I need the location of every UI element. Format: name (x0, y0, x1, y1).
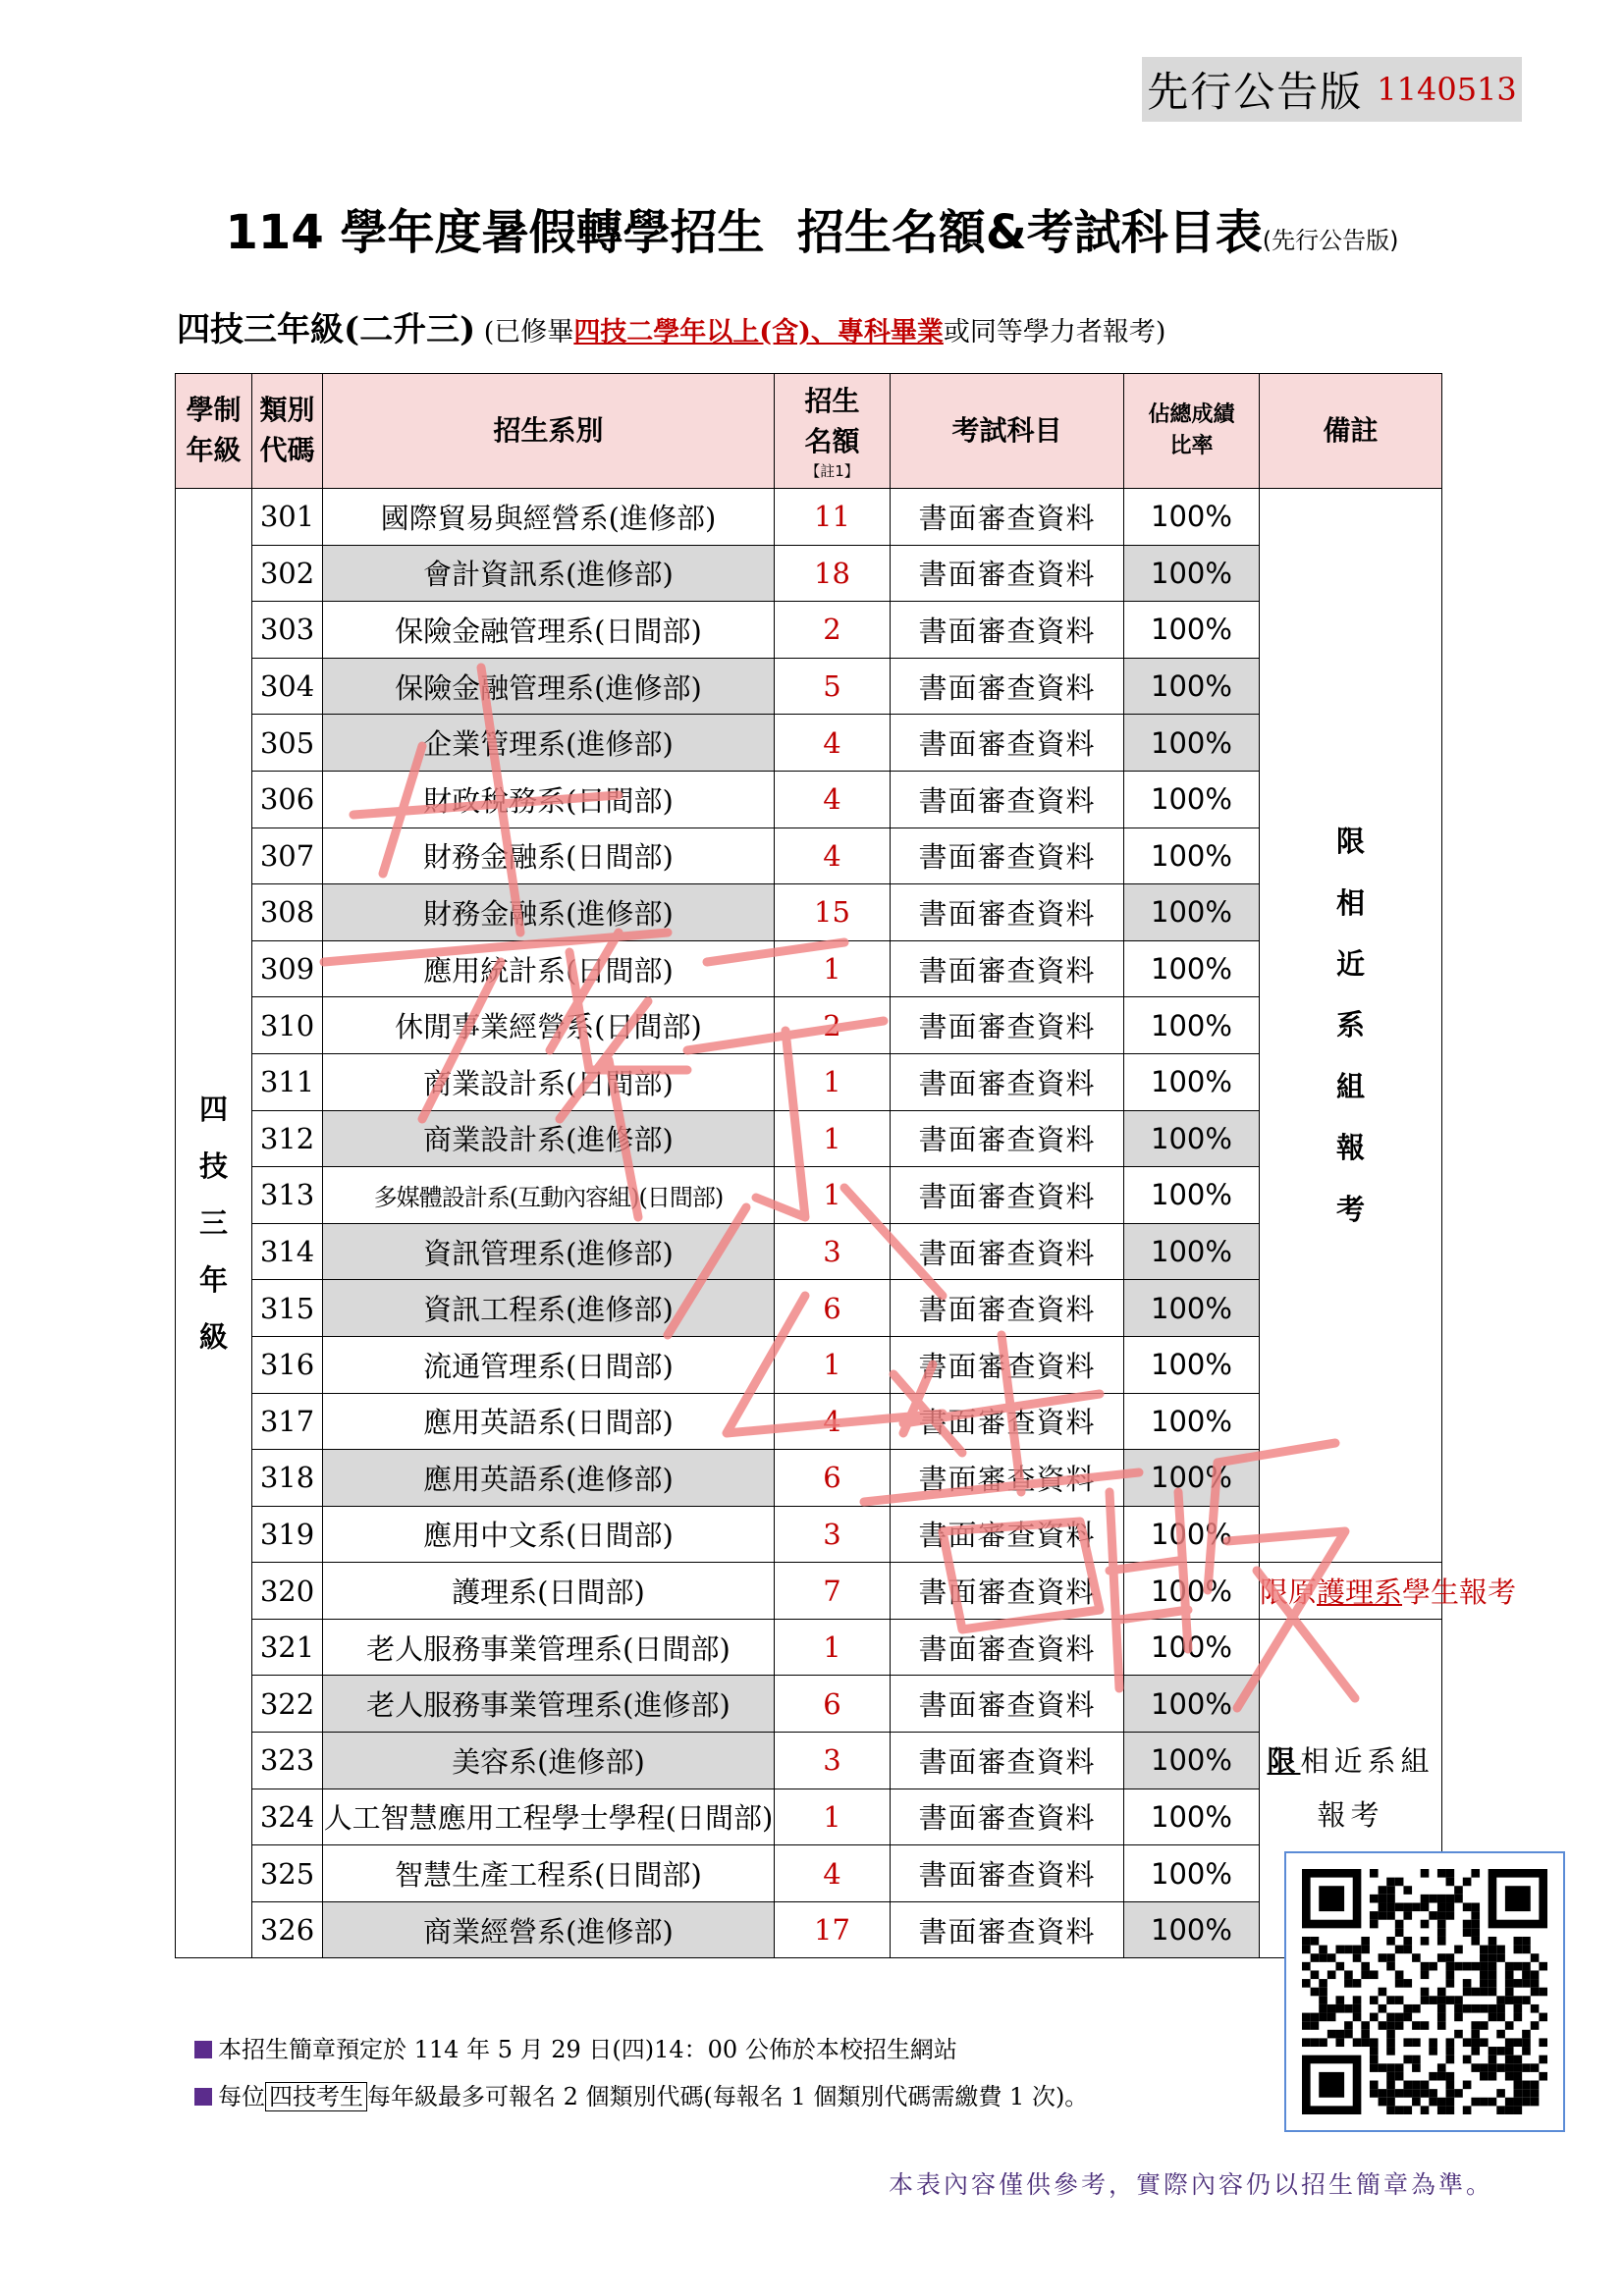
ratio-cell: 100% (1124, 1110, 1260, 1167)
ratio-cell: 100% (1124, 997, 1260, 1054)
dept-cell: 商業經營系(進修部) (323, 1901, 775, 1958)
dept-cell: 多媒體設計系(互動內容組)(日間部) (323, 1167, 775, 1224)
exam-cell: 書面審查資料 (891, 1563, 1124, 1620)
table-row (176, 828, 1442, 884)
header-quota-note: 【註1】 (805, 461, 859, 480)
dept-cell: 國際貿易與經營系(進修部) (323, 489, 775, 546)
note-similar-dept: 限 相 近 系 組 報 考 (1260, 489, 1442, 1563)
exam-cell: 書面審查資料 (891, 1336, 1124, 1393)
code-cell: 322 (252, 1676, 323, 1733)
ratio-cell: 100% (1124, 715, 1260, 772)
ratio-cell: 100% (1124, 1280, 1260, 1337)
code-cell: 306 (252, 771, 323, 828)
note-similar-dept-2: 限相近系組報考 (1260, 1619, 1442, 1958)
table-row (176, 1845, 1442, 1902)
exam-cell: 書面審查資料 (891, 1223, 1124, 1280)
table-row (176, 1733, 1442, 1789)
exam-cell: 書面審查資料 (891, 828, 1124, 884)
code-cell: 323 (252, 1733, 323, 1789)
subtitle-paren-close: 或同等學力者報考) (943, 317, 1166, 347)
code-cell: 314 (252, 1223, 323, 1280)
ratio-cell: 100% (1124, 1336, 1260, 1393)
dept-cell: 資訊工程系(進修部) (323, 1280, 775, 1337)
table-row (176, 940, 1442, 997)
ratio-cell: 100% (1124, 1733, 1260, 1789)
quota-cell: 7 (775, 1563, 891, 1620)
code-cell: 321 (252, 1619, 323, 1676)
quota-cell: 11 (775, 489, 891, 546)
table-row (176, 1223, 1442, 1280)
ratio-cell: 100% (1124, 1563, 1260, 1620)
footer-bullet-2 (194, 2088, 212, 2106)
quota-cell: 4 (775, 1845, 891, 1902)
page-title (0, 194, 1624, 262)
code-cell: 318 (252, 1450, 323, 1507)
table-row (176, 1789, 1442, 1845)
table-row (176, 658, 1442, 715)
code-cell: 325 (252, 1845, 323, 1902)
footer-bullet-1 (194, 2041, 212, 2058)
ratio-cell: 100% (1124, 771, 1260, 828)
ratio-cell: 100% (1124, 884, 1260, 941)
code-cell: 317 (252, 1393, 323, 1450)
grade-cell: 四 技 三 年 級 (176, 489, 252, 1958)
exam-cell: 書面審查資料 (891, 1450, 1124, 1507)
dept-cell: 資訊管理系(進修部) (323, 1223, 775, 1280)
page-title-small: (先行公告版) (1262, 227, 1399, 254)
quota-cell: 5 (775, 658, 891, 715)
quota-cell: 6 (775, 1450, 891, 1507)
exam-cell: 書面審查資料 (891, 1053, 1124, 1110)
draft-stamp-code: 1140513 (1377, 71, 1517, 108)
dept-cell: 人工智慧應用工程學士學程(日間部) (323, 1789, 775, 1845)
dept-cell: 商業設計系(進修部) (323, 1110, 775, 1167)
header-code: 類別 代碼 (252, 374, 323, 489)
table-row (176, 602, 1442, 659)
table-row (176, 1167, 1442, 1224)
footer-line-1 (194, 2030, 957, 2064)
dept-cell: 休閒事業經營系(日間部) (323, 997, 775, 1054)
header-dept: 招生系別 (323, 374, 775, 489)
table-row (176, 884, 1442, 941)
exam-cell: 書面審查資料 (891, 771, 1124, 828)
qr-code (1284, 1851, 1565, 2132)
exam-cell: 書面審查資料 (891, 1676, 1124, 1733)
table-row (176, 1619, 1442, 1676)
quota-cell: 2 (775, 997, 891, 1054)
exam-cell: 書面審查資料 (891, 715, 1124, 772)
quota-cell: 15 (775, 884, 891, 941)
draft-stamp-text: 先行公告版 (1147, 68, 1364, 116)
exam-cell: 書面審查資料 (891, 658, 1124, 715)
table-row (176, 489, 1442, 546)
ratio-cell: 100% (1124, 828, 1260, 884)
table-row (176, 715, 1442, 772)
dept-cell: 保險金融管理系(進修部) (323, 658, 775, 715)
quota-cell: 1 (775, 1167, 891, 1224)
ratio-cell: 100% (1124, 1053, 1260, 1110)
exam-cell: 書面審查資料 (891, 1619, 1124, 1676)
dept-cell: 老人服務事業管理系(日間部) (323, 1619, 775, 1676)
quota-table (175, 373, 1517, 1958)
ratio-cell: 100% (1124, 545, 1260, 602)
ratio-cell: 100% (1124, 1845, 1260, 1902)
exam-cell: 書面審查資料 (891, 489, 1124, 546)
footer-line-1-text: 本招生簡章預定於 114 年 5 月 29 日(四)14：00 公佈於本校招生網站 (218, 2036, 957, 2063)
quota-cell: 2 (775, 602, 891, 659)
dept-cell: 應用英語系(日間部) (323, 1393, 775, 1450)
code-cell: 319 (252, 1506, 323, 1563)
code-cell: 310 (252, 997, 323, 1054)
page-title-main: 114 學年度暑假轉學招生 招生名額&考試科目表 (225, 205, 1263, 260)
quota-cell: 3 (775, 1223, 891, 1280)
ratio-cell: 100% (1124, 1901, 1260, 1958)
table-row (176, 771, 1442, 828)
quota-cell: 6 (775, 1280, 891, 1337)
header-exam: 考試科目 (891, 374, 1124, 489)
table-row (176, 1450, 1442, 1507)
quota-cell: 6 (775, 1676, 891, 1733)
code-cell: 315 (252, 1280, 323, 1337)
ratio-cell: 100% (1124, 1393, 1260, 1450)
table-row (176, 1336, 1442, 1393)
section-subtitle (177, 302, 1165, 350)
ratio-cell: 100% (1124, 1450, 1260, 1507)
quota-cell: 1 (775, 1789, 891, 1845)
table-row (176, 1676, 1442, 1733)
code-cell: 313 (252, 1167, 323, 1224)
quota-cell: 18 (775, 545, 891, 602)
draft-stamp (1142, 57, 1522, 122)
dept-cell: 財政稅務系(日間部) (323, 771, 775, 828)
code-cell: 307 (252, 828, 323, 884)
exam-cell: 書面審查資料 (891, 1506, 1124, 1563)
footer-boxed-term: 四技考生 (265, 2082, 367, 2111)
disclaimer-text: 本表內容僅供參考，實際內容仍以招生簡章為準。 (889, 2170, 1494, 2199)
ratio-cell: 100% (1124, 489, 1260, 546)
quota-cell: 1 (775, 1053, 891, 1110)
ratio-cell: 100% (1124, 940, 1260, 997)
note-nursing-only: 限原護理系學生報考 (1260, 1563, 1442, 1620)
dept-cell: 財務金融系(進修部) (323, 884, 775, 941)
quota-cell: 4 (775, 828, 891, 884)
dept-cell: 美容系(進修部) (323, 1733, 775, 1789)
dept-cell: 財務金融系(日間部) (323, 828, 775, 884)
ratio-cell: 100% (1124, 602, 1260, 659)
exam-cell: 書面審查資料 (891, 545, 1124, 602)
exam-cell: 書面審查資料 (891, 1167, 1124, 1224)
table-row (176, 1901, 1442, 1958)
code-cell: 302 (252, 545, 323, 602)
exam-cell: 書面審查資料 (891, 1733, 1124, 1789)
ratio-cell: 100% (1124, 1506, 1260, 1563)
exam-cell: 書面審查資料 (891, 884, 1124, 941)
code-cell: 320 (252, 1563, 323, 1620)
dept-cell: 會計資訊系(進修部) (323, 545, 775, 602)
dept-cell: 應用統計系(日間部) (323, 940, 775, 997)
table-row (176, 997, 1442, 1054)
table-row (176, 1506, 1442, 1563)
table-row (176, 1110, 1442, 1167)
subtitle-requirement: 四技二學年以上(含)、專科畢業 (573, 317, 944, 347)
code-cell: 316 (252, 1336, 323, 1393)
quota-cell: 4 (775, 771, 891, 828)
dept-cell: 應用英語系(進修部) (323, 1450, 775, 1507)
code-cell: 305 (252, 715, 323, 772)
code-cell: 326 (252, 1901, 323, 1958)
quota-cell: 4 (775, 1393, 891, 1450)
code-cell: 309 (252, 940, 323, 997)
subtitle-paren-open: (已修畢 (475, 317, 574, 347)
dept-cell: 護理系(日間部) (323, 1563, 775, 1620)
ratio-cell: 100% (1124, 1223, 1260, 1280)
code-cell: 308 (252, 884, 323, 941)
exam-cell: 書面審查資料 (891, 1393, 1124, 1450)
code-cell: 312 (252, 1110, 323, 1167)
header-ratio: 佔總成績 比率 (1124, 374, 1260, 489)
header-note: 備註 (1260, 374, 1442, 489)
code-cell: 311 (252, 1053, 323, 1110)
quota-cell: 1 (775, 1110, 891, 1167)
ratio-cell: 100% (1124, 1167, 1260, 1224)
dept-cell: 智慧生產工程系(日間部) (323, 1845, 775, 1902)
dept-cell: 企業管理系(進修部) (323, 715, 775, 772)
table-row (176, 1280, 1442, 1337)
quota-cell: 1 (775, 1336, 891, 1393)
quota-cell: 3 (775, 1733, 891, 1789)
dept-cell: 商業設計系(日間部) (323, 1053, 775, 1110)
table-row (176, 1053, 1442, 1110)
code-cell: 303 (252, 602, 323, 659)
dept-cell: 老人服務事業管理系(進修部) (323, 1676, 775, 1733)
quota-cell: 1 (775, 1619, 891, 1676)
header-grade: 學制 年級 (176, 374, 252, 489)
ratio-cell: 100% (1124, 1676, 1260, 1733)
table-row (176, 1563, 1442, 1620)
exam-cell: 書面審查資料 (891, 602, 1124, 659)
exam-cell: 書面審查資料 (891, 1901, 1124, 1958)
exam-cell: 書面審查資料 (891, 1789, 1124, 1845)
quota-cell: 4 (775, 715, 891, 772)
quota-cell: 3 (775, 1506, 891, 1563)
ratio-cell: 100% (1124, 1619, 1260, 1676)
dept-cell: 流通管理系(日間部) (323, 1336, 775, 1393)
code-cell: 304 (252, 658, 323, 715)
header-quota: 招生 名額 【註1】 (775, 374, 891, 489)
dept-cell: 保險金融管理系(日間部) (323, 602, 775, 659)
exam-cell: 書面審查資料 (891, 1280, 1124, 1337)
table-row (176, 545, 1442, 602)
quota-cell: 17 (775, 1901, 891, 1958)
code-cell: 324 (252, 1789, 323, 1845)
exam-cell: 書面審查資料 (891, 997, 1124, 1054)
exam-cell: 書面審查資料 (891, 940, 1124, 997)
ratio-cell: 100% (1124, 658, 1260, 715)
exam-cell: 書面審查資料 (891, 1845, 1124, 1902)
quota-cell: 1 (775, 940, 891, 997)
table-header-row (176, 374, 1442, 489)
footer-line-2: 每位 四技考生 每年級最多可報名 2 個類別代碼(每報名 1 個類別代碼需繳費 1 次)。 (194, 2077, 1088, 2111)
code-cell: 301 (252, 489, 323, 546)
exam-cell: 書面審查資料 (891, 1110, 1124, 1167)
table-row (176, 1393, 1442, 1450)
subtitle-lead: 四技三年級(二升三) (177, 310, 476, 349)
dept-cell: 應用中文系(日間部) (323, 1506, 775, 1563)
ratio-cell: 100% (1124, 1789, 1260, 1845)
